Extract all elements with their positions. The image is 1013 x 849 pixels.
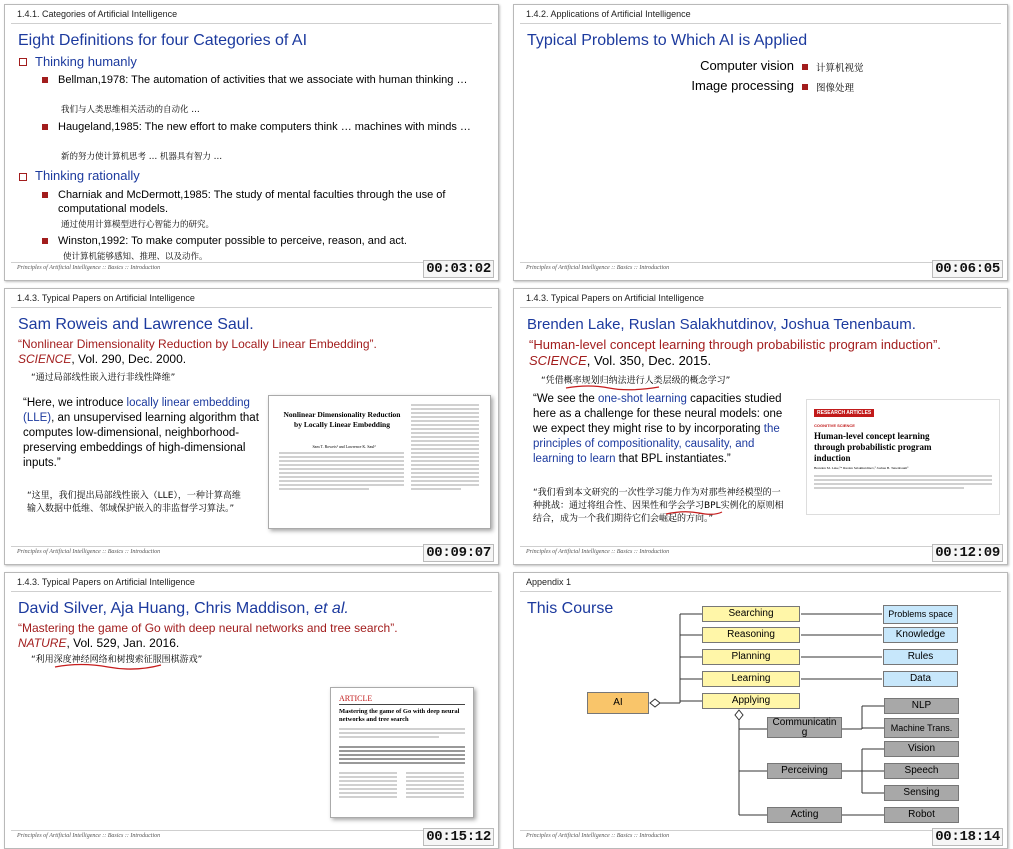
thumbnail-authors: Sam T. Roweis¹ and Lawrence K. Saul² (312, 444, 376, 449)
handwritten-underline (664, 509, 724, 517)
section-heading: Thinking rationally (35, 168, 140, 183)
timestamp: 00:15:12 (423, 828, 494, 846)
diagram-node-reasoning: Reasoning (702, 627, 800, 643)
definition-text: Bellman,1978: The automation of activities that we associate with human thinking … (58, 74, 468, 86)
quote-text: that BPL instantiates.” (615, 453, 731, 465)
aggregation-diamond-icon (735, 710, 743, 720)
thumbnail-title: Human-level concept learning through probabilistic program induction (814, 431, 932, 463)
timestamp: 00:18:14 (932, 828, 1003, 846)
definition-text: Charniak and McDermott,1985: The study of mental faculties through the use of computational models. (58, 189, 446, 215)
handwritten-underline (564, 382, 664, 392)
application-cn: 计算机视觉 (816, 63, 864, 74)
definition-cn: 我们与人类思维相关活动的自动化 … (61, 105, 200, 115)
diagram-node-machine-trans: Machine Trans. (884, 718, 959, 738)
diagram-node-vision: Vision (884, 741, 959, 757)
quote-text: “Here, we introduce (23, 397, 127, 409)
definition-text: Haugeland,1985: The new effort to make computers think … machines with minds … (58, 121, 471, 133)
diagram-node-knowledge: Knowledge (883, 627, 958, 643)
slide-4[interactable] (513, 288, 1008, 565)
quote-text: , an unsupervised learning algorithm that computes low-dimensional, neighborhood-preserving embeddings of high-dimensional inputs.” (23, 412, 259, 469)
definition-cn: 通过使用计算模型进行心智能力的研究。 (61, 220, 215, 230)
diagram-node-speech: Speech (884, 763, 959, 779)
slide-5[interactable] (4, 572, 499, 849)
quote-highlight: locally linear embedding (LLE) (23, 397, 250, 424)
hollow-square-bullet-icon (19, 173, 27, 181)
diagram-node-sensing: Sensing (884, 785, 959, 801)
square-bullet-icon (42, 192, 48, 198)
square-bullet-icon (42, 77, 48, 83)
slide-header: 1.4.3. Typical Papers on Artificial Intelligence (5, 289, 498, 308)
slide-footer: Principles of Artificial Intelligence :: Basics :: Introduction (11, 830, 492, 844)
slide-header: 1.4.1. Categories of Artificial Intelligence (5, 5, 498, 24)
application-text: Image processing (691, 78, 794, 93)
diagram-node-learning: Learning (702, 671, 800, 687)
paper-thumbnail (330, 687, 474, 818)
slide-footer: Principles of Artificial Intelligence :: Basics :: Introduction (11, 546, 492, 560)
paper-quote (23, 396, 271, 471)
thumbnail-title: Nonlinear Dimensionality Reduction by Locally Linear Embedding (283, 410, 401, 429)
thumbnail-title: Mastering the game of Go with deep neural networks and tree search (339, 708, 460, 723)
journal-line (18, 636, 179, 650)
handwritten-underline (53, 661, 163, 671)
application-cn: 图像处理 (816, 83, 855, 94)
quote-text: capacities studied here as a challenge for these neural models: one we expect they might rise to by incorporating (533, 393, 783, 435)
paper-quote-cn: “这里，我们提出局部线性嵌入（LLE），一种计算高维输入数据中低维、邻域保护嵌入的非监督学习算法。” (27, 491, 241, 514)
paper-title-cn: “通过局部线性嵌入进行非线性降维” (31, 373, 176, 383)
quote-text: “We see the (533, 393, 598, 405)
slide-footer: Principles of Artificial Intelligence :: Basics :: Introduction (520, 830, 1001, 844)
diagram-node-communicating: Communicating (767, 717, 842, 738)
aggregation-diamond-icon (650, 699, 660, 707)
slide-2[interactable] (513, 4, 1008, 281)
timestamp: 00:03:02 (423, 260, 494, 278)
diagram-node-ai: AI (587, 692, 649, 714)
paper-title: “Mastering the game of Go with deep neural networks and tree search”. (18, 621, 398, 635)
slide-1[interactable] (4, 4, 499, 281)
definition-cn: 使计算机能够感知、推理、以及动作。 (63, 252, 208, 262)
paper-title: “Human-level concept learning through probabilistic program induction”. (529, 337, 941, 352)
diagram-node-acting: Acting (767, 807, 842, 823)
slide-header: 1.4.3. Typical Papers on Artificial Intelligence (5, 573, 498, 592)
thumbnail-badge: ARTICLE (339, 694, 373, 703)
journal-volume: , Vol. 290, Dec. 2000. (71, 352, 187, 366)
paper-title-cn: “利用深度神经网络和树搜索征服围棋游戏” (31, 655, 203, 665)
journal-line (529, 353, 711, 368)
slide-header: Appendix 1 (514, 573, 1007, 592)
journal-name: NATURE (18, 636, 67, 650)
diagram-node-rules: Rules (883, 649, 958, 665)
slide-title: Brenden Lake, Ruslan Salakhutdinov, Joshua Tenenbaum. (527, 316, 916, 333)
journal-name: SCIENCE (18, 352, 72, 366)
square-bullet-icon (42, 124, 48, 130)
diagram-node-perceiving: Perceiving (767, 763, 842, 779)
diagram-node-nlp: NLP (884, 698, 959, 714)
slide-header: 1.4.3. Typical Papers on Artificial Intelligence (514, 289, 1007, 308)
paper-title: “Nonlinear Dimensionality Reduction by Locally Linear Embedding”. (18, 337, 377, 351)
application-text: Computer vision (700, 58, 794, 73)
slide-title: Typical Problems to Which AI is Applied (527, 32, 808, 49)
diagram-node-applying: Applying (702, 693, 800, 709)
paper-thumbnail (806, 399, 1000, 515)
slide-title (18, 600, 349, 618)
timestamp: 00:06:05 (932, 260, 1003, 278)
square-bullet-icon (802, 84, 808, 90)
paper-thumbnail (268, 395, 491, 529)
definition-cn: 新的努力使计算机思考 … 机器具有智力 … (61, 152, 223, 162)
slide-title: This Course (527, 600, 614, 617)
definition-text: Winston,1992: To make computer possible to perceive, reason, and act. (58, 235, 407, 247)
slide-title: Eight Definitions for four Categories of AI (18, 32, 308, 49)
slide-6[interactable] (513, 572, 1008, 849)
slide-footer: Principles of Artificial Intelligence :: Basics :: Introduction (520, 546, 1001, 560)
journal-name: SCIENCE (529, 353, 587, 368)
hollow-square-bullet-icon (19, 58, 27, 66)
diagram-node-searching: Searching (702, 606, 800, 622)
slide-footer: Principles of Artificial Intelligence :: Basics :: Introduction (11, 262, 492, 276)
title-authors: David Silver, Aja Huang, Chris Maddison, (18, 600, 315, 617)
paper-title-cn: “凭借概率规划归纳法进行人类层级的概念学习” (541, 376, 731, 386)
quote-highlight: one-shot learning (598, 393, 687, 405)
timestamp: 00:12:09 (932, 544, 1003, 562)
journal-volume: , Vol. 529, Jan. 2016. (66, 636, 180, 650)
thumbnail-section: COGNITIVE SCIENCE (814, 423, 855, 428)
journal-line (18, 352, 186, 366)
thumbnail-badge: RESEARCH ARTICLES (814, 409, 874, 417)
timestamp: 00:09:07 (423, 544, 494, 562)
square-bullet-icon (802, 64, 808, 70)
journal-volume: , Vol. 350, Dec. 2015. (586, 353, 712, 368)
diagram-node-planning: Planning (702, 649, 800, 665)
slide-header: 1.4.2. Applications of Artificial Intelligence (514, 5, 1007, 24)
diagram-node-robot: Robot (884, 807, 959, 823)
slide-footer: Principles of Artificial Intelligence :: Basics :: Introduction (520, 262, 1001, 276)
square-bullet-icon (42, 238, 48, 244)
diagram-node-problems-space: Problems space (883, 605, 958, 624)
slide-title: Sam Roweis and Lawrence Saul. (18, 316, 254, 333)
title-etal: et al. (314, 600, 349, 617)
slide-3[interactable] (4, 288, 499, 565)
paper-quote (533, 392, 796, 467)
quote-highlight: the principles of compositionality, causality, and learning to learn (533, 423, 780, 465)
thumbnail-authors: Brenden M. Lake,¹* Ruslan Salakhutdinov,² Joshua B. Tenenbaum³ (814, 466, 909, 470)
diagram-node-data: Data (883, 671, 958, 687)
section-heading: Thinking humanly (35, 54, 137, 69)
paper-quote-cn: “我们看到本文研究的一次性学习能力作为对那些神经模型的一种挑战：通过将组合性、因果性和学会学习BPL实例化的原则相结合，成为一个我们期待它们会崛起的方向。” (533, 488, 784, 524)
